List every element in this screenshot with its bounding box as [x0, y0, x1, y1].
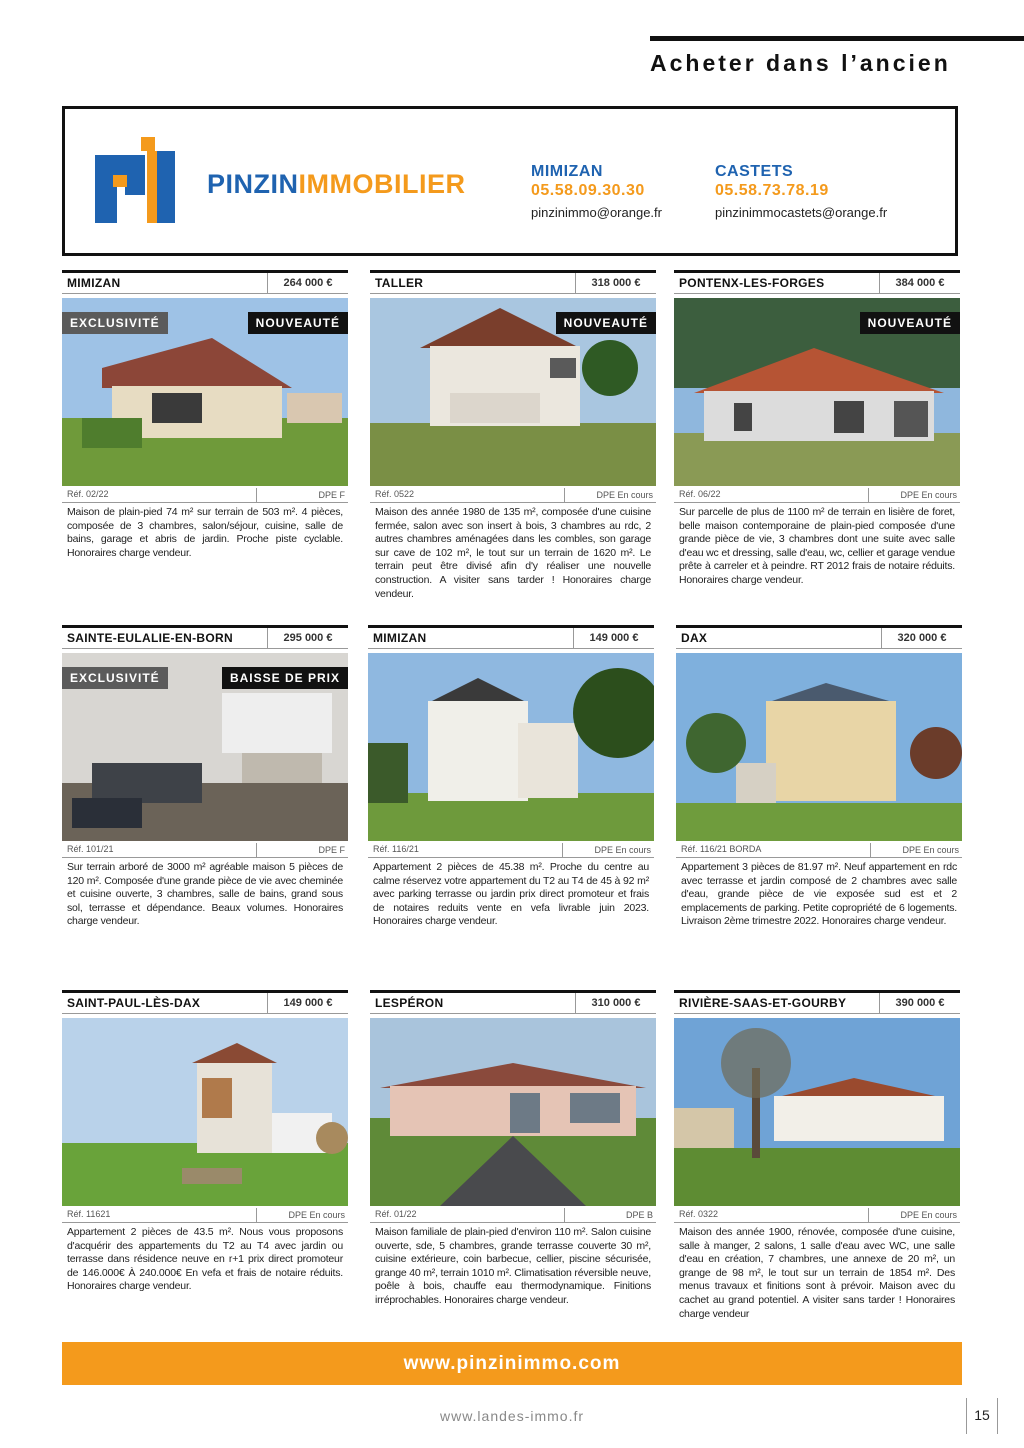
listing-city: MIMIZAN: [373, 631, 427, 645]
listing-ref: Réf. 116/21: [373, 844, 419, 854]
office-city: MIMIZAN: [531, 163, 603, 180]
listing-city: PONTENX-LES-FORGES: [679, 276, 825, 290]
listing-price: 384 000 €: [879, 273, 960, 293]
listing-card[interactable]: [676, 625, 962, 929]
listing-card[interactable]: [674, 990, 960, 1321]
listing-price: 320 000 €: [881, 628, 962, 648]
listing-ref: Réf. 11621: [67, 1209, 111, 1219]
listing-description: Appartement 2 pièces de 45.38 m². Proche du centre au calme réservez votre appartement du T2 au T4 de 45 à 92 m² avec parking terrasse ou jardin prix direct promoteur et frais de notaires reduits vente en vefa livrable juin 2023. Honoraires charge vendeur.: [373, 861, 649, 928]
listing-dpe: DPE En cours: [868, 1208, 960, 1222]
listing-card[interactable]: [674, 270, 960, 588]
listing-dpe: DPE En cours: [256, 1208, 348, 1222]
listing-price: 149 000 €: [573, 628, 654, 648]
agency-box: [62, 106, 958, 256]
office-castets: [715, 163, 887, 220]
listing-photo[interactable]: [674, 1018, 960, 1206]
listing-price: 149 000 €: [267, 993, 348, 1013]
listing-description: Maison des année 1980 de 135 m², composée d'une cuisine fermée, salon avec son insert à bois, 3 chambres au rdc, 2 autres chambres aménagées dans les combles, son garage sur cave de 102 m², le tout sur un terrain de 1620 m². Le terrain peut être divisé afin d'y réaliser une nouvelle construction. A visiter sans tarder ! Honoraires charge vendeur.: [375, 506, 651, 600]
office-phone[interactable]: 05.58.73.78.19: [715, 182, 829, 199]
listing-city: MIMIZAN: [67, 276, 121, 290]
badge-exclusivite: EXCLUSIVITÉ: [62, 312, 168, 334]
listing-photo[interactable]: [62, 1018, 348, 1206]
listing-city: LESPÉRON: [375, 996, 444, 1010]
brand-name: [207, 169, 466, 200]
listing-photo[interactable]: [368, 653, 654, 841]
listing-card[interactable]: [62, 270, 348, 560]
listing-description: Appartement 2 pièces de 43.5 m². Nous vous proposons d'acquérir des appartements du T2 au T4 avec jardin ou terrasse dans résidence neuve en r+1 prix direct promoteur de 146.000€ À 240.000€ En vefa et frais de notaire réduits. Honoraires charge vendeur.: [67, 1226, 343, 1293]
badge-nouveaute: NOUVEAUTÉ: [860, 312, 960, 334]
badge-baisse-de-prix: BAISSE DE PRIX: [222, 667, 348, 689]
listing-ref: Réf. 06/22: [679, 489, 721, 499]
listing-dpe: DPE En cours: [870, 843, 962, 857]
listing-photo[interactable]: [62, 653, 348, 841]
page-title: Acheter dans l’ancien: [650, 50, 951, 76]
office-city: CASTETS: [715, 163, 794, 180]
badge-nouveaute: NOUVEAUTÉ: [248, 312, 348, 334]
listing-city: TALLER: [375, 276, 424, 290]
listing-price: 390 000 €: [879, 993, 960, 1013]
office-email[interactable]: pinzinimmocastets@orange.fr: [715, 205, 888, 220]
listing-description: Maison familiale de plain-pied d'environ 110 m². Salon cuisine ouverte, sde, 5 chambres, grande terrasse couverte 30 m², cuisine extérieure, coin barbecue, cellier, piscine sécurisée, grange 40 m², terrain 1010 m². Climatisation réversible neuve, poêle à bois, chauffe eau thermodynamique. Finitions irréprochables. Honoraires charge vendeur.: [375, 1226, 651, 1306]
listing-description: Maison de plain-pied 74 m² sur terrain de 503 m². 4 pièces, composée de 3 chambres, salon/séjour, cuisine, salle de bains, garage et abris de jardin. Proche piste cyclable. Honoraires charge vendeur.: [67, 506, 343, 559]
listing-dpe: DPE B: [564, 1208, 656, 1222]
badge-nouveaute: NOUVEAUTÉ: [556, 312, 656, 334]
brand-part-blue: PINZIN: [207, 169, 299, 199]
listing-photo[interactable]: [62, 298, 348, 486]
office-mimizan: [531, 163, 662, 220]
listing-city: RIVIÈRE-SAAS-ET-GOURBY: [679, 996, 847, 1010]
listing-ref: Réf. 116/21 BORDA: [681, 844, 762, 854]
listing-ref: Réf. 0522: [375, 489, 415, 499]
listing-photo[interactable]: [370, 298, 656, 486]
listing-dpe: DPE F: [256, 488, 348, 502]
listing-card[interactable]: [370, 270, 656, 601]
listing-description: Appartement 3 pièces de 81.97 m². Neuf appartement en rdc avec terrasse et jardin composé de 2 chambres avec salle d'eau, grande pièce de vie exposée sud est et 2 emplacements de parking. Petite copropriété de 6 logements. Livraison 2ème trimestre 2022. Honoraires charge vendeur.: [681, 861, 957, 928]
listing-dpe: DPE En cours: [868, 488, 960, 502]
listing-ref: Réf. 101/21: [67, 844, 114, 854]
listing-city: SAINT-PAUL-LÈS-DAX: [67, 996, 201, 1010]
listing-ref: Réf. 02/22: [67, 489, 109, 499]
listing-description: Maison des année 1900, rénovée, composée d'une cuisine, salle à manger, 2 salons, 1 salle d'eau avec WC, une salle d'eau en création, 7 chambres, une annexe de 20 m², un grange de 98 m², le tout sur un terrain de 1854 m². Des menus travaux et finitions sont à prévoir. Maison avec du cachet au grand potentiel. A visiter sans tarder ! Honoraires charge vendeur: [679, 1226, 955, 1320]
office-phone[interactable]: 05.58.09.30.30: [531, 182, 645, 199]
footer-site: www.landes-immo.fr: [439, 1408, 585, 1424]
listing-photo[interactable]: [676, 653, 962, 841]
listing-dpe: DPE En cours: [564, 488, 656, 502]
top-rule: [650, 36, 1024, 41]
listing-price: 295 000 €: [267, 628, 348, 648]
listing-city: DAX: [681, 631, 708, 645]
badge-exclusivite: EXCLUSIVITÉ: [62, 667, 168, 689]
website-banner[interactable]: www.pinzinimmo.com: [62, 1342, 962, 1385]
listing-price: 318 000 €: [575, 273, 656, 293]
listing-card[interactable]: [62, 990, 348, 1294]
listing-price: 310 000 €: [575, 993, 656, 1013]
listing-ref: Réf. 0322: [679, 1209, 719, 1219]
listing-city: SAINTE-EULALIE-EN-BORN: [67, 631, 233, 645]
listing-dpe: DPE En cours: [562, 843, 654, 857]
brand-part-orange: IMMOBILIER: [298, 169, 466, 199]
listing-description: Sur terrain arboré de 3000 m² agréable maison 5 pièces de 120 m². Composée d'une grande pièce de vie avec cheminée et cuisine ouverte, 3 chambres, salle de bains, grand sous sol, terrasse et dépendance. Beaux volumes. Honoraires charge vendeur.: [67, 861, 343, 928]
listing-description: Sur parcelle de plus de 1100 m² de terrain en lisière de foret, belle maison contemporaine de plain-pied composée d'une grande pièce de vie, 3 chambres dont une suite avec salle d'eau wc et dressing, salle d'eau, wc, cellier et garage vendue prête à carreler et à peindre. RT 2012 frais de notaire réduits. Honoraires charge vendeur.: [679, 506, 955, 586]
page-number: 15: [966, 1398, 998, 1434]
listing-photo[interactable]: [370, 1018, 656, 1206]
listing-ref: Réf. 01/22: [375, 1209, 417, 1219]
listing-price: 264 000 €: [267, 273, 348, 293]
listing-photo[interactable]: [674, 298, 960, 486]
office-email[interactable]: pinzinimmo@orange.fr: [531, 205, 662, 220]
listing-dpe: DPE F: [256, 843, 348, 857]
listing-card[interactable]: [368, 625, 654, 929]
pinzin-logo-icon: [95, 137, 177, 223]
listing-card[interactable]: [370, 990, 656, 1308]
listing-card[interactable]: [62, 625, 348, 929]
